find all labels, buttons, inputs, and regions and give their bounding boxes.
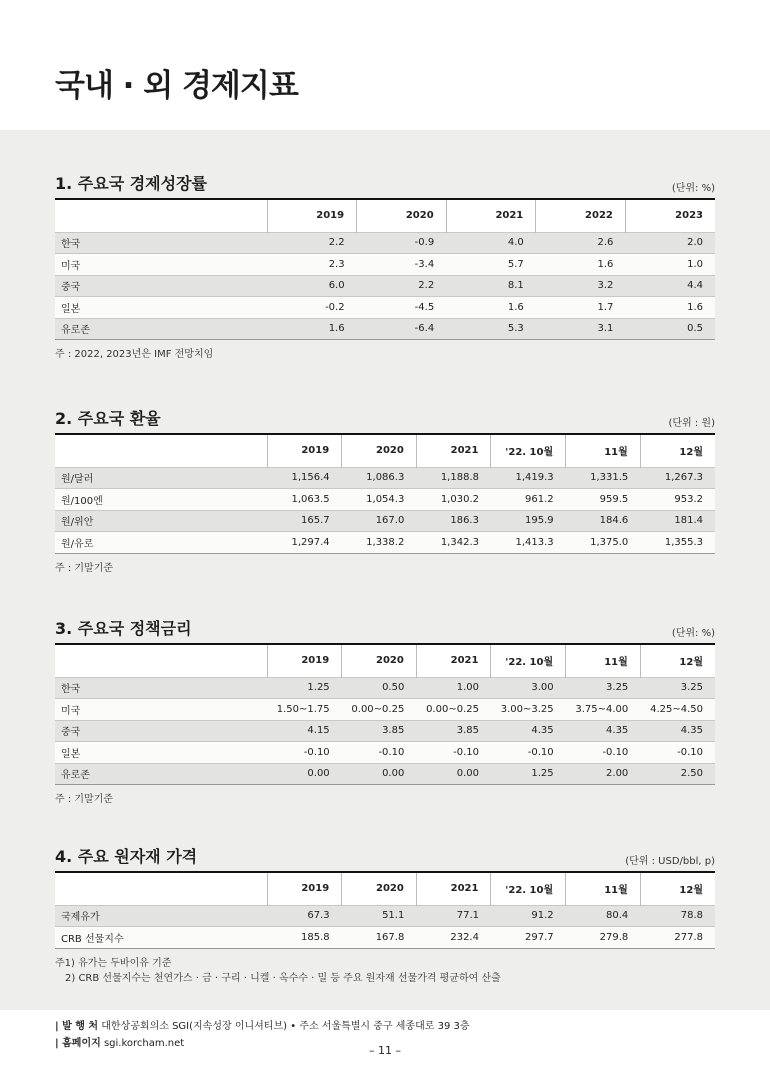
- row-label: 미국: [55, 254, 267, 276]
- row-label: 한국: [55, 677, 267, 699]
- data-table: [55, 643, 715, 785]
- table-cell: 0.00: [342, 763, 417, 785]
- table-cell: -0.9: [357, 232, 447, 254]
- table-cell: -0.10: [640, 742, 715, 764]
- row-label: 중국: [55, 275, 267, 297]
- table-cell: 232.4: [416, 927, 491, 949]
- unit-label: (단위: %): [671, 628, 715, 639]
- table-row: [55, 742, 715, 764]
- column-header: 2022: [536, 199, 626, 232]
- table-cell: 4.35: [491, 720, 566, 742]
- table-cell: -0.10: [416, 742, 491, 764]
- column-header: 2019: [267, 199, 357, 232]
- table-cell: 0.00~0.25: [342, 699, 417, 721]
- column-header: 12월: [640, 644, 715, 677]
- publisher-text: 대한상공회의소 SGI(지속성장 이니셔티브) • 주소 서울특별시 중구 세종대로 39 3층: [101, 1021, 470, 1032]
- table-cell: 1,355.3: [640, 532, 715, 554]
- column-header: 2023: [625, 199, 715, 232]
- table-note: [55, 956, 715, 986]
- data-table: [55, 198, 715, 340]
- table-cell: 2.2: [357, 275, 447, 297]
- table-cell: -4.5: [357, 297, 447, 319]
- table-cell: 6.0: [267, 275, 357, 297]
- table-cell: 195.9: [491, 510, 566, 532]
- table-row: [55, 510, 715, 532]
- column-header: [55, 644, 267, 677]
- table-cell: 3.75~4.00: [566, 699, 641, 721]
- row-label: 원/위안: [55, 510, 267, 532]
- section-header: [55, 170, 715, 194]
- column-header: 2020: [342, 872, 417, 905]
- table-row: [55, 532, 715, 554]
- table-row: [55, 905, 715, 927]
- row-label: 중국: [55, 720, 267, 742]
- column-header: '22. 10월: [491, 434, 566, 467]
- table-cell: 1,086.3: [342, 467, 417, 489]
- header-row: [55, 872, 715, 905]
- column-header: 2019: [267, 644, 342, 677]
- table-row: [55, 699, 715, 721]
- note-line: 주 : 기말기준: [55, 562, 114, 574]
- column-header: 2019: [267, 872, 342, 905]
- table-row: [55, 467, 715, 489]
- data-table: [55, 871, 715, 949]
- table-cell: -0.10: [566, 742, 641, 764]
- table-cell: 1.6: [446, 297, 536, 319]
- table-note: [55, 347, 715, 362]
- table-cell: 1.6: [625, 297, 715, 319]
- section-title: 3. 주요국 정책금리: [55, 619, 192, 638]
- table-cell: 1.7: [536, 297, 626, 319]
- data-table: [55, 433, 715, 554]
- section-2: [55, 405, 715, 576]
- table-row: [55, 927, 715, 949]
- column-header: [55, 872, 267, 905]
- table-cell: 2.0: [625, 232, 715, 254]
- table-cell: 91.2: [491, 905, 566, 927]
- column-header: 2020: [357, 199, 447, 232]
- table-cell: 0.5: [625, 318, 715, 340]
- row-label: 일본: [55, 297, 267, 319]
- section-1: [55, 170, 715, 362]
- table-cell: 1.50~1.75: [267, 699, 342, 721]
- table-cell: 279.8: [566, 927, 641, 949]
- table-cell: 277.8: [640, 927, 715, 949]
- table-cell: 961.2: [491, 489, 566, 511]
- table-cell: 1.00: [416, 677, 491, 699]
- table-cell: 4.4: [625, 275, 715, 297]
- table-cell: 4.35: [566, 720, 641, 742]
- page-number: – 11 –: [369, 1044, 401, 1057]
- column-header: '22. 10월: [491, 872, 566, 905]
- table-cell: -0.2: [267, 297, 357, 319]
- table-cell: 1.25: [491, 763, 566, 785]
- table-cell: 78.8: [640, 905, 715, 927]
- section-header: [55, 843, 715, 867]
- column-header: 2020: [342, 644, 417, 677]
- table-row: [55, 232, 715, 254]
- page-title: 국내 · 외 경제지표: [55, 68, 298, 104]
- column-header: '22. 10월: [491, 644, 566, 677]
- table-cell: 4.25~4.50: [640, 699, 715, 721]
- header-row: [55, 199, 715, 232]
- table-cell: 0.00~0.25: [416, 699, 491, 721]
- column-header: 12월: [640, 434, 715, 467]
- column-header: 2021: [416, 644, 491, 677]
- table-cell: 3.25: [566, 677, 641, 699]
- table-cell: 3.00~3.25: [491, 699, 566, 721]
- header-row: [55, 434, 715, 467]
- row-label: CRB 선물지수: [55, 927, 267, 949]
- row-label: 미국: [55, 699, 267, 721]
- row-label: 일본: [55, 742, 267, 764]
- table-cell: 4.0: [446, 232, 536, 254]
- table-cell: 3.2: [536, 275, 626, 297]
- table-row: [55, 318, 715, 340]
- table-cell: 1,331.5: [566, 467, 641, 489]
- row-label: 한국: [55, 232, 267, 254]
- table-cell: 1,267.3: [640, 467, 715, 489]
- table-cell: 181.4: [640, 510, 715, 532]
- table-cell: 167.8: [342, 927, 417, 949]
- footer-publisher-line: [55, 1018, 470, 1035]
- table-cell: 1,156.4: [267, 467, 342, 489]
- column-header: [55, 199, 267, 232]
- header-row: [55, 644, 715, 677]
- table-cell: 1.0: [625, 254, 715, 276]
- table-cell: 167.0: [342, 510, 417, 532]
- table-cell: 1,375.0: [566, 532, 641, 554]
- table-cell: 1.6: [267, 318, 357, 340]
- homepage-label: | 홈페이지: [55, 1038, 101, 1049]
- column-header: 11월: [566, 434, 641, 467]
- table-cell: 184.6: [566, 510, 641, 532]
- table-cell: 2.00: [566, 763, 641, 785]
- table-cell: 3.1: [536, 318, 626, 340]
- table-cell: 1.25: [267, 677, 342, 699]
- column-header: 11월: [566, 644, 641, 677]
- table-cell: 51.1: [342, 905, 417, 927]
- table-cell: -0.10: [267, 742, 342, 764]
- column-header: 2021: [416, 434, 491, 467]
- table-cell: 953.2: [640, 489, 715, 511]
- row-label: 원/달러: [55, 467, 267, 489]
- table-row: [55, 677, 715, 699]
- table-cell: -0.10: [491, 742, 566, 764]
- table-cell: 1,188.8: [416, 467, 491, 489]
- section-4: [55, 843, 715, 986]
- table-cell: 1,030.2: [416, 489, 491, 511]
- table-cell: 3.25: [640, 677, 715, 699]
- section-title: 2. 주요국 환율: [55, 409, 161, 428]
- table-cell: -3.4: [357, 254, 447, 276]
- table-cell: 1,054.3: [342, 489, 417, 511]
- note-line: 2) CRB 선물지수는 천연가스 · 금 · 구리 · 니켈 · 옥수수 · 밀 등 주요 원자재 선물가격 평균하여 산출: [65, 972, 501, 984]
- table-cell: 1,419.3: [491, 467, 566, 489]
- table-cell: 186.3: [416, 510, 491, 532]
- table-cell: 77.1: [416, 905, 491, 927]
- table-cell: 1.6: [536, 254, 626, 276]
- table-cell: 185.8: [267, 927, 342, 949]
- section-header: [55, 405, 715, 429]
- table-note: [55, 561, 715, 576]
- column-header: 2019: [267, 434, 342, 467]
- unit-label: (단위: %): [671, 183, 715, 194]
- row-label: 원/유로: [55, 532, 267, 554]
- table-cell: 2.50: [640, 763, 715, 785]
- table-cell: 0.00: [267, 763, 342, 785]
- column-header: 12월: [640, 872, 715, 905]
- unit-label: (단위 : 원): [668, 418, 715, 429]
- table-row: [55, 254, 715, 276]
- table-row: [55, 720, 715, 742]
- table-cell: -0.10: [342, 742, 417, 764]
- table-cell: 297.7: [491, 927, 566, 949]
- table-cell: 2.3: [267, 254, 357, 276]
- row-label: 유로존: [55, 318, 267, 340]
- table-cell: 5.7: [446, 254, 536, 276]
- row-label: 유로존: [55, 763, 267, 785]
- table-cell: 959.5: [566, 489, 641, 511]
- unit-label: (단위 : USD/bbl, p): [625, 856, 715, 867]
- table-cell: 4.35: [640, 720, 715, 742]
- table-cell: 165.7: [267, 510, 342, 532]
- table-row: [55, 489, 715, 511]
- section-3: [55, 615, 715, 807]
- table-cell: 2.2: [267, 232, 357, 254]
- column-header: 2020: [342, 434, 417, 467]
- table-cell: 3.85: [342, 720, 417, 742]
- table-cell: 3.85: [416, 720, 491, 742]
- table-cell: 1,338.2: [342, 532, 417, 554]
- publisher-label: | 발 행 처: [55, 1021, 99, 1032]
- table-cell: 80.4: [566, 905, 641, 927]
- column-header: 2021: [446, 199, 536, 232]
- table-row: [55, 275, 715, 297]
- table-row: [55, 297, 715, 319]
- table-row: [55, 763, 715, 785]
- column-header: [55, 434, 267, 467]
- note-line: 주 : 기말기준: [55, 794, 114, 805]
- table-cell: 1,297.4: [267, 532, 342, 554]
- table-cell: 3.00: [491, 677, 566, 699]
- section-title: 1. 주요국 경제성장률: [55, 174, 207, 193]
- row-label: 국제유가: [55, 905, 267, 927]
- table-cell: 67.3: [267, 905, 342, 927]
- row-label: 원/100엔: [55, 489, 267, 511]
- table-cell: 1,342.3: [416, 532, 491, 554]
- note-line: 주 : 2022, 2023년은 IMF 전망치임: [55, 349, 214, 360]
- table-cell: -6.4: [357, 318, 447, 340]
- table-cell: 0.50: [342, 677, 417, 699]
- table-cell: 2.6: [536, 232, 626, 254]
- table-cell: 1,063.5: [267, 489, 342, 511]
- table-cell: 4.15: [267, 720, 342, 742]
- table-cell: 0.00: [416, 763, 491, 785]
- table-note: [55, 792, 715, 807]
- table-cell: 8.1: [446, 275, 536, 297]
- section-header: [55, 615, 715, 639]
- note-line: 주1) 유가는 두바이유 기준: [55, 957, 172, 969]
- section-title: 4. 주요 원자재 가격: [55, 847, 198, 866]
- column-header: 2021: [416, 872, 491, 905]
- column-header: 11월: [566, 872, 641, 905]
- homepage-link[interactable]: sgi.korcham.net: [103, 1038, 185, 1049]
- table-cell: 5.3: [446, 318, 536, 340]
- table-cell: 1,413.3: [491, 532, 566, 554]
